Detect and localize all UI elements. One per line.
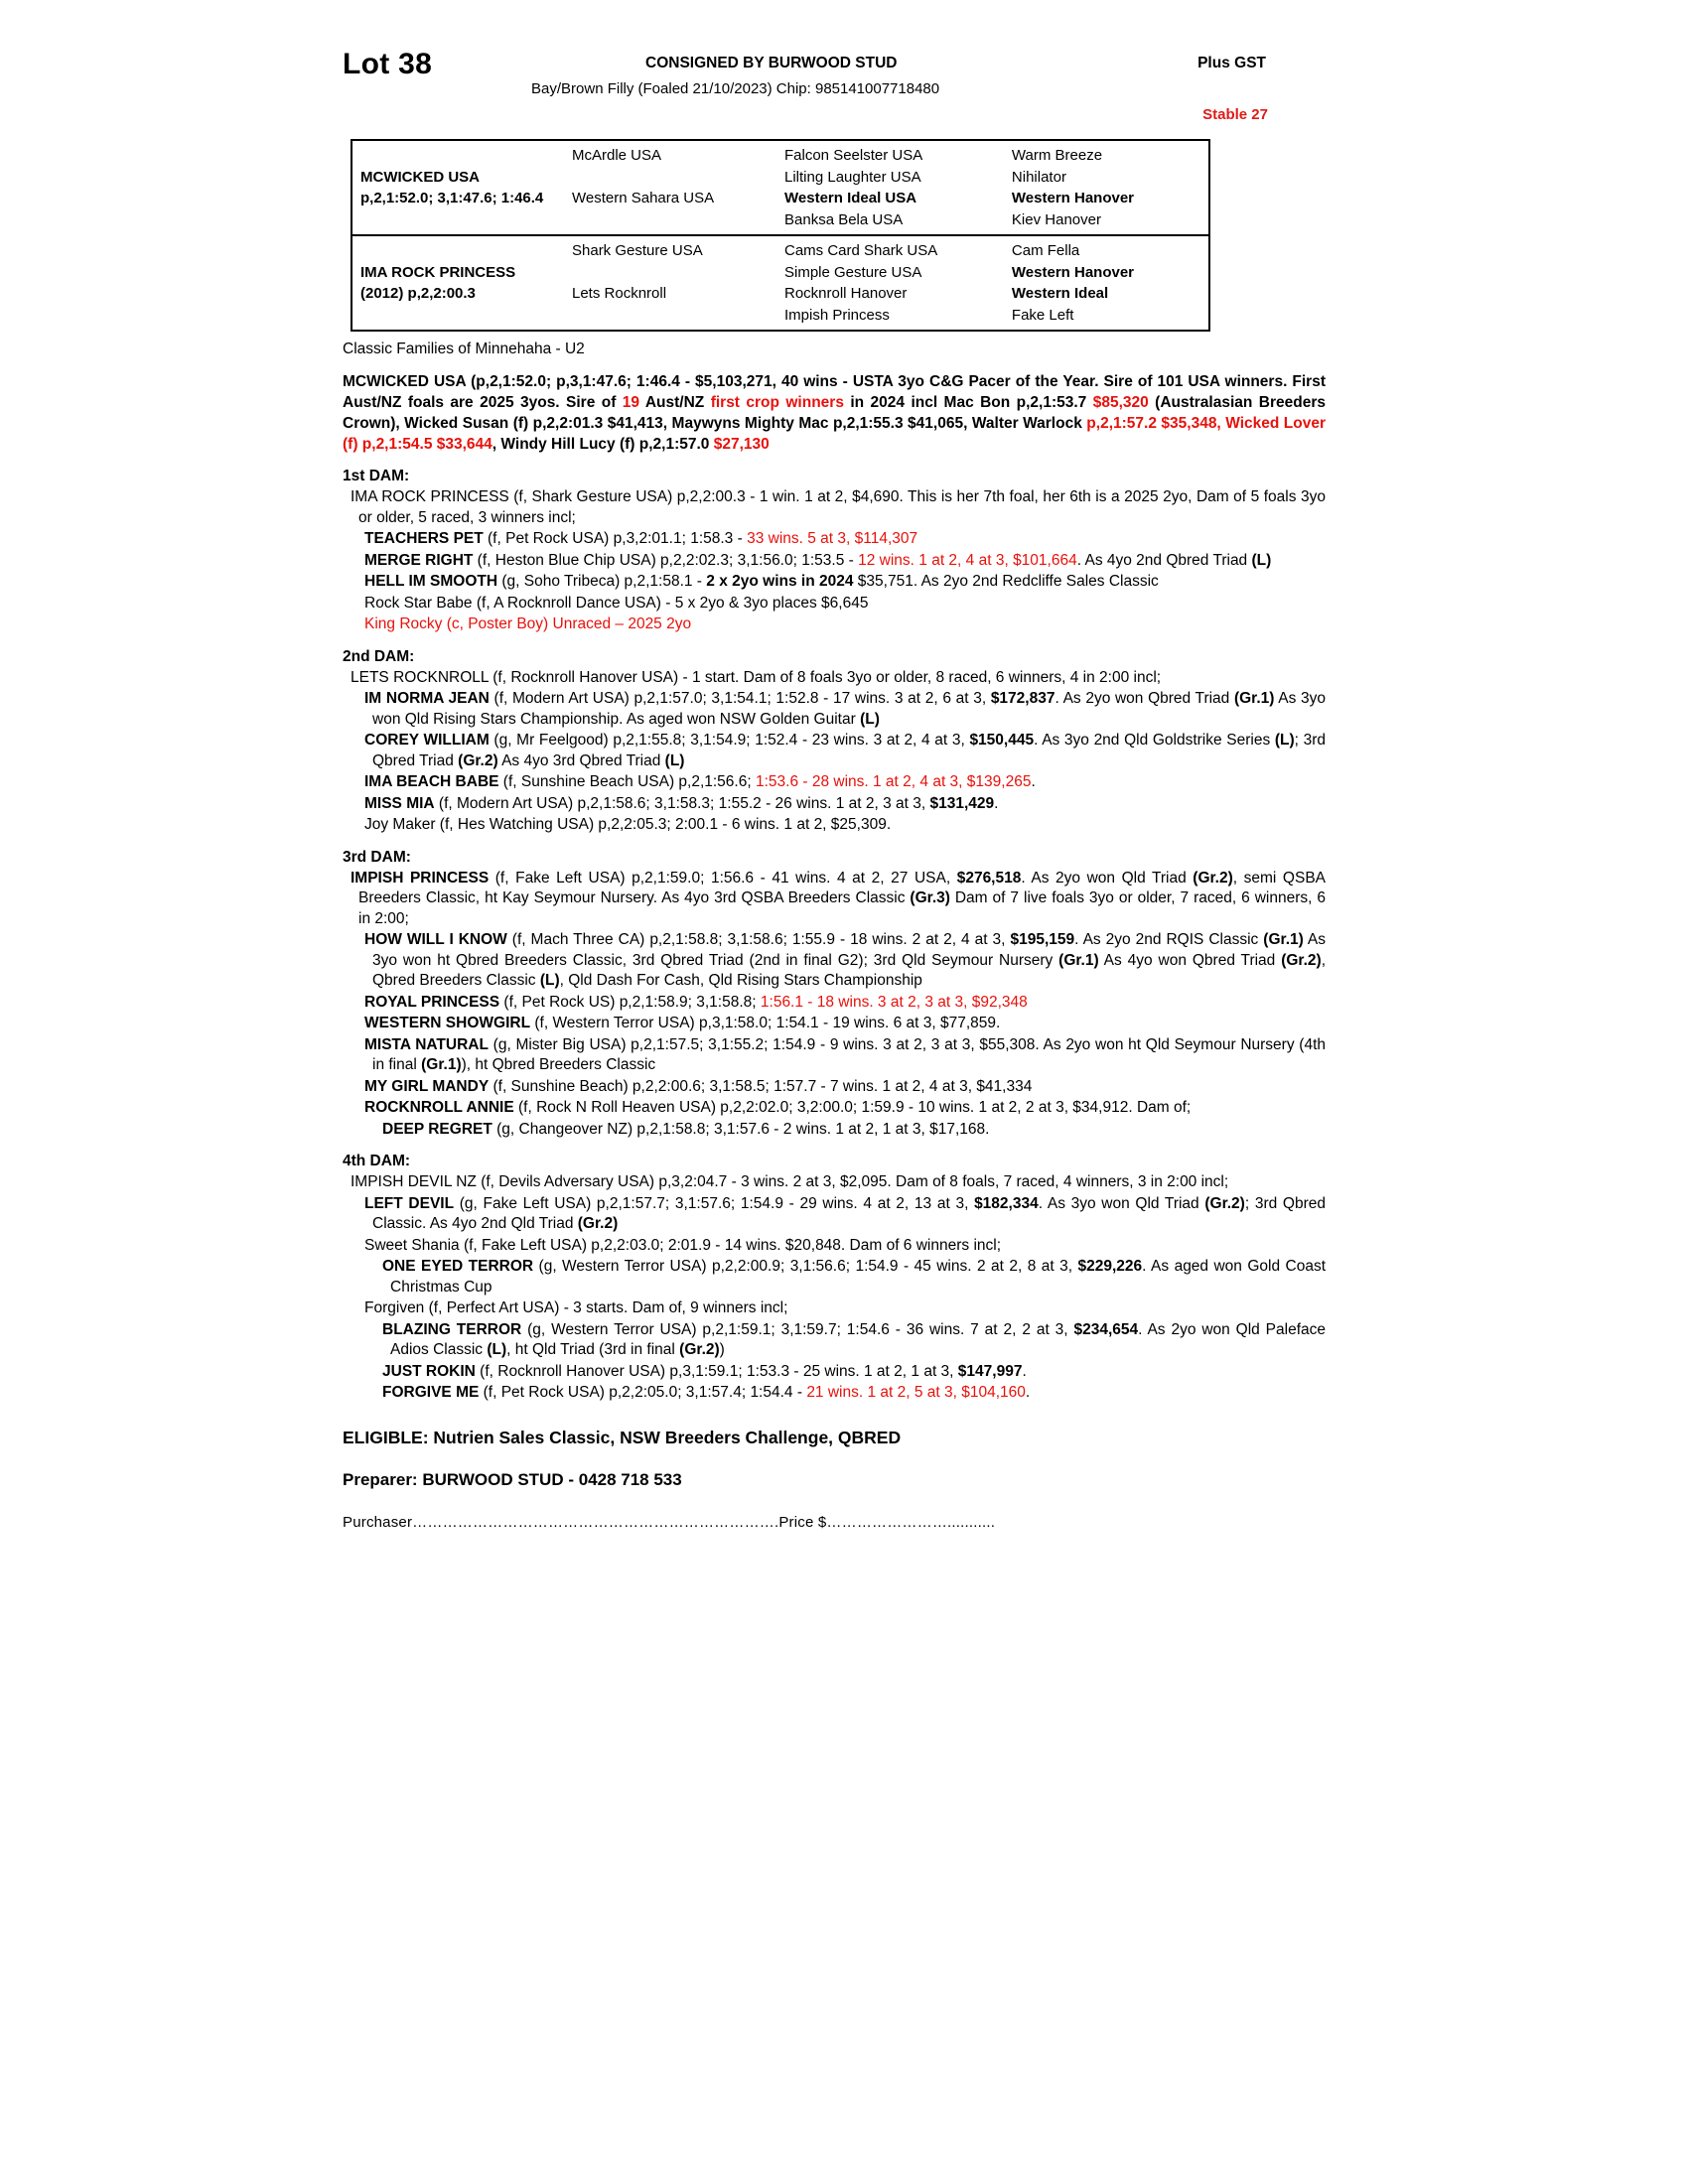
text-run: HELL IM SMOOTH (364, 573, 498, 590)
text-run: DEEP REGRET (382, 1120, 492, 1138)
text-run: ONE EYED TERROR (382, 1258, 534, 1275)
text-run: ROCKNROLL ANNIE (364, 1099, 514, 1116)
dam-spacer (352, 305, 572, 327)
text-run: MISS MIA (364, 794, 435, 812)
text-run: . As aged won Gold Coast Christmas Cup (390, 1258, 1327, 1296)
text-run: JUST ROKIN (382, 1362, 476, 1380)
text-run: TEACHERS PET (364, 530, 484, 547)
animal-description: Bay/Brown Filly (Foaled 21/10/2023) Chip: 985141007718480 (531, 80, 940, 97)
text-run: . As 3yo 2nd Qld Goldstrike Series (1034, 732, 1275, 749)
pedigree-row (352, 283, 1208, 305)
text-run: (g, Soho Tribeca) p,2,1:58.1 - (497, 573, 707, 590)
text-run: ) (719, 1341, 725, 1358)
text-run: $150,445 (969, 732, 1035, 749)
text-run: IM NORMA JEAN (364, 690, 490, 707)
dam-heading: 3rd DAM: (343, 848, 411, 866)
text-run: $27,130 (713, 436, 770, 453)
pedigree-entry (364, 815, 1326, 836)
consignor-line: CONSIGNED BY BURWOOD STUD (645, 55, 898, 71)
dam-g3-4: Fake Left (1011, 306, 1074, 324)
dam-g1-top-spacer (572, 262, 784, 284)
text-run: 12 wins. 1 at 2, 4 at 3, $101,664 (858, 551, 1077, 569)
sire-name: MCWICKED USA (360, 168, 480, 186)
text-run: . As 4yo 2nd Qbred Triad (1076, 551, 1252, 569)
pedigree-row (352, 188, 1208, 209)
text-run: As 3yo won Qld Rising Stars Championship. As aged won NSW Golden Guitar (372, 690, 1326, 728)
text-run: first crop winners (710, 394, 844, 411)
pedigree-entry (364, 572, 1326, 593)
text-run: in 2024 incl Mac Bon p,2,1:53.7 (843, 394, 1093, 411)
text-run: IMA BEACH BABE (364, 773, 499, 790)
pedigree-entry (364, 731, 1326, 771)
text-run: (Gr.2) (458, 751, 498, 769)
text-run: As 4yo 3rd Qbred Triad (497, 751, 665, 769)
dam-g3-3: Western Ideal (1011, 285, 1109, 302)
sire-g3-3: Western Hanover (1011, 190, 1135, 206)
text-run: IMPISH DEVIL NZ (f, Devils Adversary USA) p,3,2:04.7 - 3 wins. 2 at 3, $2,095. Dam of 8 foals, 7 raced, 4 winners, 3 in 2:00 incl; (351, 1173, 1229, 1190)
pedigree-entry (382, 1383, 1326, 1404)
text-run: (L) (487, 1341, 507, 1358)
pedigree-entry (364, 993, 1326, 1014)
text-run: LEFT DEVIL (364, 1194, 455, 1212)
pedigree-entry (351, 668, 1326, 689)
text-run: (f, Pet Rock USA) p,2,2:05.0; 3,1:57.4; 1:54.4 - (479, 1384, 807, 1401)
text-run: 2 x 2yo wins in 2024 (706, 573, 854, 590)
text-run: (g, Changeover NZ) p,2,1:58.8; 3,1:57.6 - 2 wins. 1 at 2, 1 at 3, $17,168. (492, 1120, 990, 1138)
dam-heading: 1st DAM: (343, 468, 410, 484)
page-header (343, 48, 1326, 133)
dam-heading: 2nd DAM: (343, 647, 415, 665)
text-run: HOW WILL I KNOW (364, 931, 507, 948)
pedigree-row (352, 262, 1208, 284)
pedigree-entry (364, 689, 1326, 730)
sire-g2-1: Falcon Seelster USA (784, 147, 923, 164)
text-run: . As 2yo won Qld Paleface Adios Classic (390, 1320, 1326, 1358)
text-run: (f, Modern Art USA) p,2,1:58.6; 3,1:58.3; 1:55.2 - 26 wins. 1 at 2, 3 at 3, (434, 794, 930, 812)
dam-g2-2: Simple Gesture USA (784, 263, 922, 281)
text-run: As 4yo won Qbred Triad (1098, 951, 1282, 969)
page-content (343, 48, 1326, 1531)
text-run: (f, Rocknroll Hanover USA) p,3,1:59.1; 1:53.3 - 25 wins. 1 at 2, 1 at 3, (475, 1362, 958, 1380)
text-run: (f, Heston Blue Chip USA) p,2,2:02.3; 3,1:56.0; 1:53.5 - (473, 551, 859, 569)
text-run: MCWICKED USA (p,2,1:52.0; p,3,1:47.6; 1:46.4 - $5,103,271, 40 wins - USTA 3yo C&G Pacer of the Year. Sire of 101 USA winners. First Aust/NZ foals are 2025 3yos. Sire of (343, 373, 1326, 411)
text-run: As 3yo won ht Qbred Breeders Classic, 3rd Qbred Triad (2nd in final G2); 3rd Qld Seymour Nursery (372, 931, 1326, 969)
text-run: , Qbred Breeders Classic (372, 951, 1326, 989)
sire-g1-top: McArdle USA (572, 147, 662, 164)
dam-g2-3: Rocknroll Hanover (784, 285, 908, 302)
pedigree-entry (364, 794, 1326, 815)
text-run: Aust/NZ (639, 394, 711, 411)
pedigree-entry (364, 614, 1326, 635)
text-run: (L) (1251, 551, 1272, 569)
sire-g2-2: Lilting Laughter USA (784, 168, 921, 186)
text-run: (g, Western Terror USA) p,2,2:00.9; 3,1:56.6; 1:54.9 - 45 wins. 2 at 2, 8 at 3, (533, 1258, 1078, 1275)
classic-families-line: Classic Families of Minnehaha - U2 (343, 341, 585, 357)
pedigree-entry (364, 551, 1326, 572)
sire-g1-bottom: Western Sahara USA (572, 190, 715, 206)
pedigree-entry (382, 1320, 1326, 1361)
text-run: (Gr.1) (1058, 951, 1099, 969)
pedigree-entry (364, 772, 1326, 793)
pedigree-entry (382, 1257, 1326, 1297)
sire-paragraph (343, 371, 1326, 455)
sire-g1-top-spacer (572, 167, 784, 189)
text-run: $131,429 (929, 794, 995, 812)
pedigree-entry (364, 1194, 1326, 1235)
pedigree-entry (364, 529, 1326, 550)
dam-heading: 4th DAM: (343, 1153, 411, 1169)
text-run: $35,751. As 2yo 2nd Redcliffe Sales Classic (853, 573, 1159, 590)
pedigree-entry (382, 1120, 1326, 1141)
text-run: . (1025, 1384, 1031, 1401)
pedigree-entry (382, 1362, 1326, 1383)
lot-number: Lot 38 (343, 48, 433, 80)
dam-name: IMA ROCK PRINCESS (360, 263, 516, 281)
text-run: King Rocky (c, Poster Boy) Unraced – 2025 2yo (364, 615, 692, 632)
preparer-line: Preparer: BURWOOD STUD - 0428 718 533 (343, 1469, 682, 1489)
sire-cell (352, 145, 572, 167)
text-run: (f, Sunshine Beach) p,2,2:00.6; 3,1:58.5; 1:57.7 - 7 wins. 1 at 2, 4 at 3, $41,334 (489, 1077, 1033, 1095)
sire-spacer (352, 209, 572, 231)
text-run: MY GIRL MANDY (364, 1077, 490, 1095)
dam-g3-2: Western Hanover (1011, 263, 1135, 281)
text-run: (f, Shark Gesture USA) p,2,2:00.3 - 1 win. 1 at 2, $4,690. This is her 7th foal, her 6th is a 2025 2yo, Dam of 5 foals 3yo or older, 5 raced, 3 winners incl; (358, 488, 1326, 526)
text-run: (Gr.1) (421, 1056, 462, 1073)
text-run: (f, Rock N Roll Heaven USA) p,2,2:02.0; 3,2:00.0; 1:59.9 - 10 wins. 1 at 2, 2 at 3, $34,912. Dam of; (513, 1099, 1192, 1116)
text-run: Forgiven (f, Perfect Art USA) - 3 starts. Dam of, 9 winners incl; (364, 1299, 788, 1316)
text-run: (Gr.2) (1281, 951, 1322, 969)
text-run: . (1022, 1362, 1027, 1380)
text-run: (Gr.2) (577, 1215, 619, 1232)
text-run: (L) (1274, 732, 1295, 749)
text-run: (Gr.3) (910, 889, 950, 906)
eligible-line: ELIGIBLE: Nutrien Sales Classic, NSW Breeders Challenge, QBRED (343, 1427, 902, 1447)
text-run: 21 wins. 1 at 2, 5 at 3, $104,160 (806, 1384, 1026, 1401)
text-run: 1:56.1 - 18 wins. 3 at 2, 3 at 3, $92,348 (760, 993, 1028, 1011)
pedigree-entry (351, 487, 1326, 528)
text-run: $229,226 (1077, 1258, 1143, 1275)
text-run: . (1031, 773, 1036, 790)
text-run: $147,997 (957, 1362, 1023, 1380)
sire-g3-2: Nihilator (1011, 168, 1066, 186)
text-run: , semi QSBA Breeders Classic, ht Kay Seymour Nursery. As 4yo 3rd QSBA Breeders Classic (358, 869, 1326, 906)
sire-g3-4: Kiev Hanover (1011, 210, 1101, 228)
pedigree-entry (364, 1014, 1326, 1034)
text-run: Joy Maker (f, Hes Watching USA) p,2,2:05.3; 2:00.1 - 6 wins. 1 at 2, $25,309. (364, 816, 892, 833)
text-run: MERGE RIGHT (364, 551, 474, 569)
text-run: 33 wins. 5 at 3, $114,307 (747, 530, 918, 547)
sire-g2-3: Western Ideal USA (784, 190, 917, 206)
text-run: BLAZING TERROR (382, 1320, 522, 1338)
pedigree-entry (364, 1035, 1326, 1076)
text-run: (Gr.1) (1233, 690, 1275, 707)
text-run: . As 2yo 2nd RQIS Classic (1074, 931, 1264, 948)
text-run: (g, Fake Left USA) p,2,1:57.7; 3,1:57.6; 1:54.9 - 29 wins. 4 at 2, 13 at 3, (454, 1194, 975, 1212)
text-run: WESTERN SHOWGIRL (364, 1015, 531, 1031)
dam-g3-1: Cam Fella (1011, 242, 1080, 259)
pedigree-sections (343, 468, 1326, 1404)
text-run: Sweet Shania (f, Fake Left USA) p,2,2:03.0; 2:01.9 - 14 wins. $20,848. Dam of 6 winners incl; (364, 1236, 1002, 1254)
text-run: $234,654 (1073, 1320, 1139, 1338)
text-run: . As 2yo won Qld Triad (1021, 869, 1194, 887)
dam-g2-1: Cams Card Shark USA (784, 242, 938, 259)
pedigree-entry (364, 1077, 1326, 1098)
dam-g1-bottom: Lets Rocknroll (572, 285, 667, 302)
text-run: (f, Pet Rock US) p,2,1:58.9; 3,1:58.8; (499, 993, 761, 1011)
pedigree-entry (364, 594, 1326, 614)
text-run: (f, Pet Rock USA) p,3,2:01.1; 1:58.3 - (483, 530, 748, 547)
text-run: ROYAL PRINCESS (364, 993, 500, 1011)
text-run: COREY WILLIAM (364, 732, 490, 749)
purchaser-line: Purchaser……………………………………………………………….Price $……………………........... (343, 1513, 996, 1531)
text-run: ; 3rd Qbred Triad (372, 732, 1326, 769)
text-run: IMA ROCK PRINCESS (351, 488, 509, 505)
text-run: $182,334 (974, 1194, 1039, 1212)
text-run: (g, Western Terror USA) p,2,1:59.1; 3,1:59.7; 1:54.6 - 36 wins. 7 at 2, 2 at 3, (521, 1320, 1074, 1338)
text-run: IMPISH PRINCESS (351, 869, 490, 887)
dam-g1-top: Shark Gesture USA (572, 242, 703, 259)
dam-record: (2012) p,2,2:00.3 (360, 285, 476, 302)
text-run: (f, Modern Art USA) p,2,1:57.0; 3,1:54.1; 1:52.8 - 17 wins. 3 at 2, 6 at 3, (489, 690, 991, 707)
pedigree-entry (364, 1098, 1326, 1119)
text-run: 19 (622, 394, 640, 411)
text-run: ), ht Qbred Breeders Classic (461, 1056, 656, 1073)
text-run: p,2,1:57.2 $35,348, Wicked Lover (f) p,2,1:54.5 $33,644 (343, 415, 1326, 453)
sire-record: p,2,1:52.0; 3,1:47.6; 1:46.4 (360, 190, 544, 206)
text-run: (f, Mach Three CA) p,2,1:58.8; 3,1:58.6; 1:55.9 - 18 wins. 2 at 2, 4 at 3, (506, 931, 1011, 948)
pedigree-entry (364, 1236, 1326, 1257)
pedigree-row (352, 145, 1208, 167)
text-run: , Windy Hill Lucy (f) p,2,1:57.0 (492, 436, 714, 453)
pedigree-entry (364, 1298, 1326, 1319)
dam-block (352, 234, 1208, 330)
text-run: (Australasian Breeders Crown), Wicked Susan (f) p,2,2:01.3 $41,413, Maywyns Mighty Mac p,2,1:55.3 $41,065, Walter Warlock (343, 394, 1326, 432)
sire-g3-1: Warm Breeze (1011, 147, 1103, 164)
pedigree-table (351, 139, 1210, 332)
text-run: $172,837 (990, 690, 1055, 707)
text-run: Dam of 7 live foals 3yo or older, 7 raced, 6 winners, 6 in 2:00; (358, 889, 1326, 927)
dam-g2-4: Impish Princess (784, 306, 890, 324)
pedigree-entry (364, 930, 1326, 992)
text-run: (g, Mister Big USA) p,2,1:57.5; 3,1:55.2; 1:54.9 - 9 wins. 3 at 2, 3 at 3, $55,308. As 2yo won ht Qld Seymour Nursery (4th in final (372, 1035, 1326, 1073)
sire-g2-4: Banksa Bela USA (784, 210, 904, 228)
text-run: (f, Fake Left USA) p,2,1:59.0; 1:56.6 - 41 wins. 4 at 2, 27 USA, (489, 869, 957, 887)
text-run: . As 3yo won Qld Triad (1038, 1194, 1205, 1212)
text-run: (f, Western Terror USA) p,3,1:58.0; 1:54.1 - 19 wins. 6 at 3, $77,859. (530, 1015, 1001, 1031)
text-run: $85,320 (1092, 394, 1149, 411)
pedigree-row (352, 167, 1208, 189)
text-run: (Gr.2) (679, 1341, 720, 1358)
text-run: Rock Star Babe (f, A Rocknroll Dance USA) - 5 x 2yo & 3yo places $6,645 (364, 594, 869, 612)
text-run: (L) (664, 751, 685, 769)
pedigree-entry (351, 1172, 1326, 1193)
text-run: 1:53.6 - 28 wins. 1 at 2, 4 at 3, $139,265 (755, 773, 1032, 790)
text-run: (L) (860, 710, 880, 728)
text-run: (L) (539, 972, 560, 989)
pedigree-row (352, 305, 1208, 327)
text-run: , Qld Dash For Cash, Qld Rising Stars Championship (559, 972, 922, 989)
plus-gst-label: Plus GST (1197, 55, 1266, 71)
text-run: . (994, 794, 999, 812)
stable-badge: Stable 27 (1202, 106, 1268, 123)
text-run: (Gr.2) (1193, 869, 1233, 887)
sire-g1-bottom-spacer (572, 209, 784, 231)
text-run: (g, Mr Feelgood) p,2,1:55.8; 3,1:54.9; 1:52.4 - 23 wins. 3 at 2, 4 at 3, (489, 732, 970, 749)
text-run: (Gr.1) (1263, 931, 1304, 948)
pedigree-row (352, 240, 1208, 262)
sire-block (352, 141, 1208, 234)
text-run: . As 2yo won Qbred Triad (1055, 690, 1234, 707)
text-run: (f, Sunshine Beach USA) p,2,1:56.6; (498, 773, 756, 790)
text-run: $195,159 (1010, 931, 1075, 948)
text-run: MISTA NATURAL (364, 1035, 489, 1053)
pedigree-row (352, 209, 1208, 231)
pedigree-entry (351, 869, 1326, 930)
text-run: $276,518 (956, 869, 1022, 887)
dam-cell (352, 240, 572, 262)
text-run: , ht Qld Triad (3rd in final (506, 1341, 680, 1358)
text-run: (Gr.2) (1204, 1194, 1245, 1212)
text-run: FORGIVE ME (382, 1384, 480, 1401)
text-run: LETS ROCKNROLL (f, Rocknroll Hanover USA) - 1 start. Dam of 8 foals 3yo or older, 8 raced, 6 winners, 4 in 2:00 incl; (351, 668, 1162, 686)
text-run: ; 3rd Qbred Classic. As 4yo 2nd Qld Triad (372, 1194, 1326, 1232)
dam-g1-bottom-spacer (572, 305, 784, 327)
